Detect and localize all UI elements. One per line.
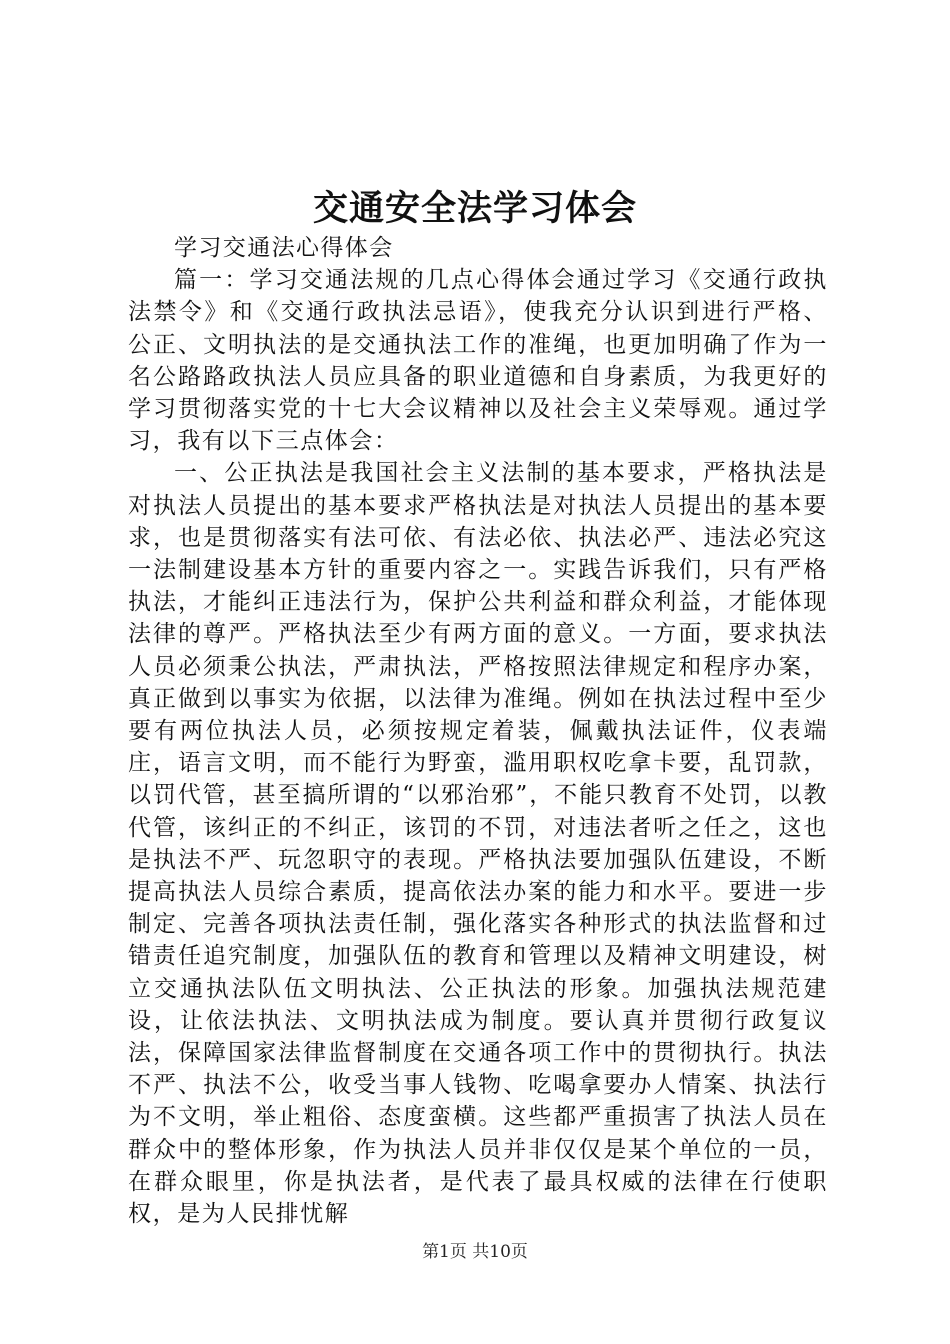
body-paragraph: 一、公正执法是我国社会主义法制的基本要求，严格执法是对执法人员提出的基本要求严格执法是对执法人员提出的基本要求，也是贯彻落实有法可依、有法必依、执法必严、违法必究这一法制建设基本方针的重要内容之一。实践告诉我们，只有严格执法，才能纠正违法行为，保护公共利益和群众利益，才能体现法律的尊严。严格执法至少有两方面的意义。一方面，要求执法人员必须秉公执法，严肃执法，严格按照法律规定和程序办案，真正做到以事实为依据，以法律为准绳。例如在执法过程中至少要有两位执法人员，必须按规定着装，佩戴执法证件，仪表端庄，语言文明，而不能行为野蛮，滥用职权吃拿卡要，乱罚款，以罚代管，甚至搞所谓的“以邪治邪”，不能只教育不处罚，以教代管，该纠正的不纠正，该罚的不罚，对违法者听之任之，这也是执法不严、玩忽职守的表现。严格执法要加强队伍建设，不断提高执法人员综合素质，提高依法办案的能力和水平。要进一步制定、完善各项执法责任制，强化落实各种形式的执法监督和过错责任追究制度，加强队伍的教育和管理以及精神文明建设，树立交通执法队伍文明执法、公正执法的形象。加强执法规范建设，让依法执法、文明执法成为制度。要认真并贯彻行政复议法，保障国家法律监督制度在交通各项工作中的贯彻执行。执法不严、执法不公，收受当事人钱物、吃喝拿要办人情案、执法行为不文明，举止粗俗、态度蛮横。这些都严重损害了执法人员在群众中的整体形象，作为执法人员并非仅仅是某个单位的一员，在群众眼里，你是执法者，是代表了最具权威的法律在行使职权，是为人民排忧解 bbox=[128, 460, 828, 1228]
page-number-footer: 第1页 共10页 bbox=[422, 1242, 528, 1262]
subtitle-paragraph: 学习交通法心得体会 bbox=[174, 235, 394, 261]
document-title: 交通安全法学习体会 bbox=[312, 188, 637, 229]
intro-paragraph: 篇一：学习交通法规的几点心得体会通过学习《交通行政执法禁令》和《交通行政执法忌语》，使我充分认识到进行严格、公正、文明执法的是交通执法工作的准绳，也更加明确了作为一名公路路政执法人员应具备的职业道德和自身素质，为我更好的学习贯彻落实党的十七大会议精神以及社会主义荣辱观。通过学习，我有以下三点体会： bbox=[128, 267, 828, 455]
document-body bbox=[128, 232, 828, 1230]
